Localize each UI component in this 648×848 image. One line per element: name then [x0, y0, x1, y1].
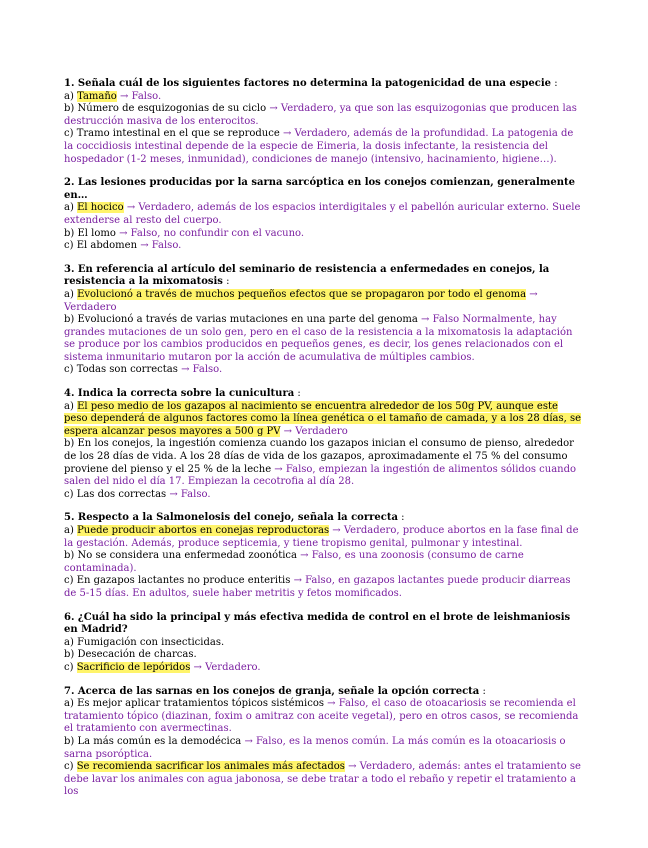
question-title: 7. Acerca de las sarnas en los conejos de granja, señale la opción correcta :: [64, 685, 486, 697]
option-a: a) Puede producir abortos en conejas reproductoras → Verdadero, produce abortos en la fase final de la gestación. Además, produce septicemia, y tiene tropismo genital, pulmonar y intestinal.: [64, 525, 579, 549]
question-title: 2. Las lesiones producidas por la sarna sarcóptica en los conejos comienzan, generalmente en…: [64, 177, 575, 201]
option-c: c) Sacrificio de lepóridos → Verdadero.: [64, 661, 261, 673]
question-5: [64, 512, 584, 600]
option-c: c) Todas son correctas → Falso.: [64, 364, 223, 376]
option-b: b) La más común es la demodécica → Falso, es la menos común. La más común es la otoacariosis o sarna psoróptica.: [64, 735, 566, 760]
option-b: b) El lomo → Falso, no confundir con el vacuno.: [64, 227, 305, 239]
question-2: [64, 177, 584, 253]
option-b: b) Desecación de charcas.: [64, 649, 197, 661]
option-b: b) Evolucionó a través de varias mutaciones en una parte del genoma → Falso Normalmente, hay grandes mutaciones de un solo gen, pero en el caso de la resistencia a la mixomatosis la adaptación se produce por los cambios producidos en pequeños genes, es decir, los genes relacionados con el sistema inmunitario mutaron por la acción de acumulativa de múltiples cambios.: [64, 314, 573, 363]
question-title: 1. Señala cuál de los siguientes factores no determina la patogenicidad de una especie :: [64, 78, 558, 89]
option-a: a) Fumigación con insecticidas.: [64, 636, 225, 648]
option-a: a) El hocico → Verdadero, además de los espacios interdigitales y el pabellón auricular externo. Suele extenderse al resto del cuerpo.: [64, 202, 581, 226]
option-b: b) Número de esquizogonias de su ciclo → Verdadero, ya que son las esquizogonias que producen las destrucción masiva de los enterocitos.: [64, 103, 577, 127]
option-b: b) No se considera una enfermedad zoonótica → Falso, es una zoonosis (consumo de carne contaminada).: [64, 550, 524, 574]
option-c: c) Tramo intestinal en el que se reproduce → Verdadero, además de la profundidad. La patogenia de la coccidiosis intestinal depende de la especie de Eimeria, la dosis infectante, la resistencia del hospedador (1-2 meses, inmunidad), condiciones de manejo (intensivo, hacinamiento, higiene…).: [64, 128, 574, 165]
option-a: a) El peso medio de los gazapos al nacimiento se encuentra alrededor de los 50g PV, aunque este peso dependerá de algunos factores como la línea genética o el tamaño de camada, y a los 28 días, se espera alcanzar pesos mayores a 500 g PV → Verdadero: [64, 400, 582, 437]
option-b: b) En los conejos, la ingestión comienza cuando los gazapos inician el consumo de pienso, alrededor de los 28 días de vida. A los 28 días de vida de los gazapos, aproximadamente el 75 % del consumo proviene del pienso y el 25 % de la leche → Falso, empiezan la ingestión de alimentos sólidos cuando salen del nido el día 17. Empiezan la cecotrofia al día 28.: [64, 438, 577, 488]
option-c: c) Se recomienda sacrificar los animales más afectados → Verdadero, además: antes el tratamiento se debe lavar los animales con agua jabonosa, se debe tratar a todo el rebaño y repetir el tratamiento a los: [64, 761, 581, 798]
question-6: [64, 612, 584, 675]
question-3: [64, 264, 584, 377]
option-c: c) El abdomen → Falso.: [64, 240, 182, 252]
option-a: a) Evolucionó a través de muchos pequeños efectos que se propagaron por todo el genoma → Verdadero: [64, 288, 538, 313]
question-title: 4. Indica la correcta sobre la cunicultura :: [64, 388, 301, 400]
option-c: c) En gazapos lactantes no produce enteritis → Falso, en gazapos lactantes puede producir diarreas de 5-15 días. En adultos, suele haber metritis y fetos momificados.: [64, 575, 571, 599]
question-7: [64, 686, 584, 799]
question-1: [64, 78, 584, 166]
question-4: [64, 388, 584, 501]
option-c: c) Las dos correctas → Falso.: [64, 488, 211, 500]
option-a: a) Tamaño → Falso.: [64, 90, 162, 102]
question-title: 3. En referencia al artículo del seminario de resistencia a enfermedades en conejos, la resistencia a la mixomatosis :: [64, 263, 550, 288]
question-list: [64, 78, 584, 810]
option-a: a) Es mejor aplicar tratamientos tópicos sistémicos → Falso, el caso de otoacariosis se recomienda el tratamiento tópico (diazinan, foxim o amitraz con aceite vegetal), pero en otros casos, se recomienda el tratamiento con avermectinas.: [64, 698, 579, 735]
question-title: 5. Respecto a la Salmonelosis del conejo, señala la correcta :: [64, 512, 405, 524]
question-title: 6. ¿Cuál ha sido la principal y más efectiva medida de control en el brote de leishmaniosis en Madrid?: [64, 611, 571, 636]
